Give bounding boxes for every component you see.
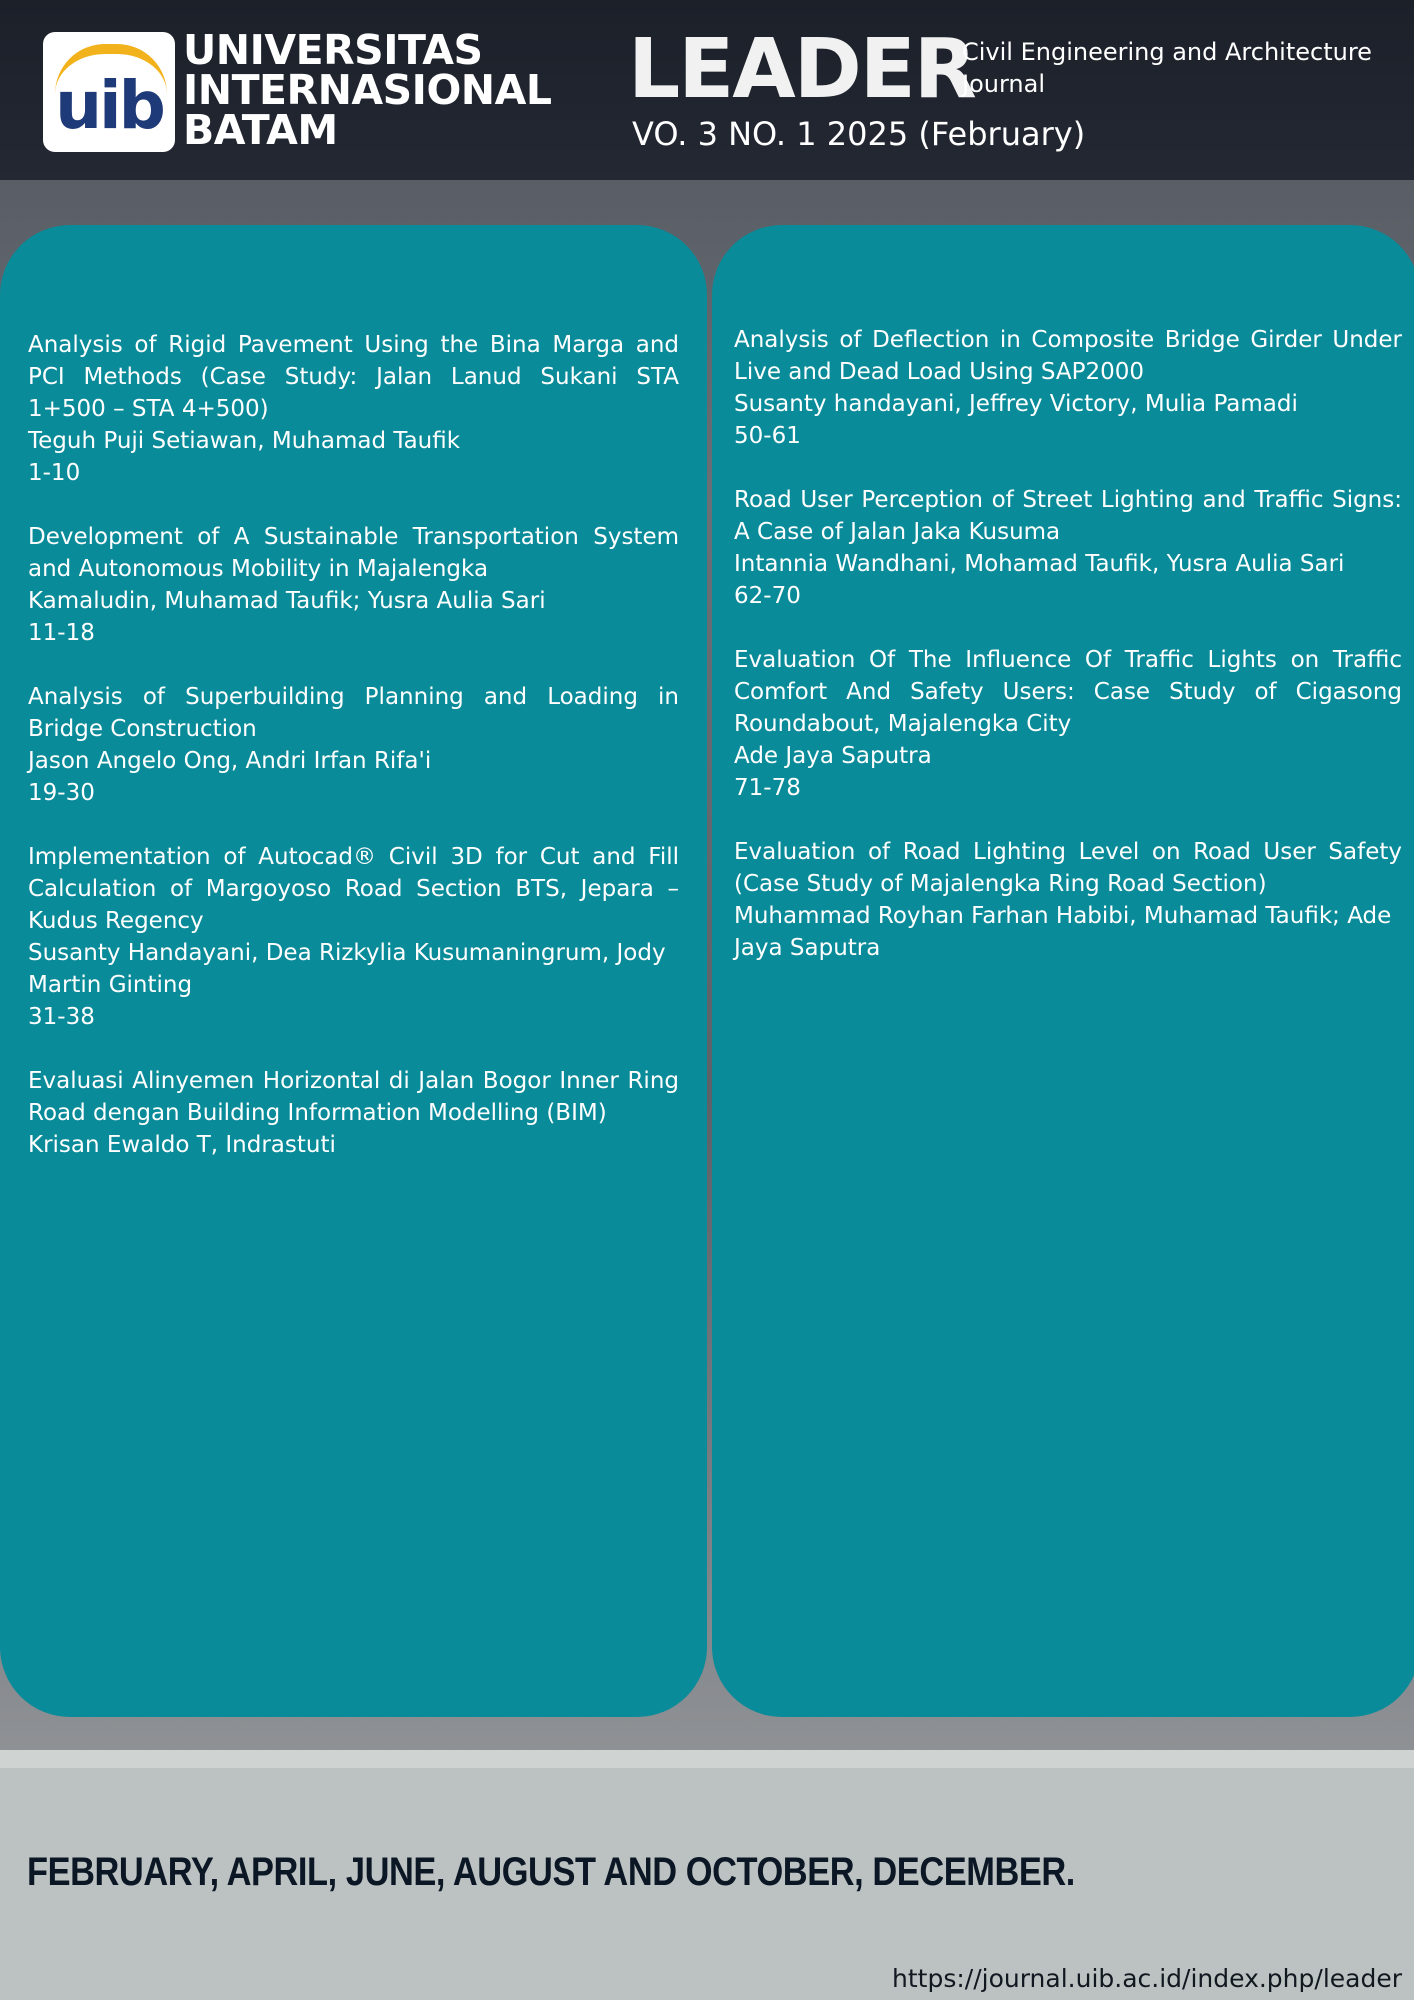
article-authors: Susanty handayani, Jeffrey Victory, Mulia Pamadi xyxy=(734,391,1298,417)
journal-name: LEADER xyxy=(628,22,975,117)
article-title: Analysis of Rigid Pavement Using the Bina Marga and PCI Methods (Case Study: Jalan Lanud Sukani STA 1+500 – STA 4+500) xyxy=(28,332,679,422)
article-entry xyxy=(28,329,679,489)
article-entry xyxy=(734,644,1402,804)
article-entry xyxy=(734,324,1402,452)
publication-schedule: FEBRUARY, APRIL, JUNE, AUGUST AND OCTOBER, DECEMBER. xyxy=(27,1850,1075,1894)
article-authors: Krisan Ewaldo T, Indrastuti xyxy=(28,1132,336,1158)
university-name xyxy=(183,26,563,154)
article-title: Evaluasi Alinyemen Horizontal di Jalan Bogor Inner Ring Road dengan Building Information Modelling (BIM) xyxy=(28,1068,679,1126)
article-authors: Susanty Handayani, Dea Rizkylia Kusumaningrum, Jody Martin Ginting xyxy=(28,940,666,998)
article-authors: Teguh Puji Setiawan, Muhamad Taufik xyxy=(28,428,461,454)
article-title: Road User Perception of Street Lighting and Traffic Signs: A Case of Jalan Jaka Kusuma xyxy=(734,487,1402,545)
article-title: Implementation of Autocad® Civil 3D for Cut and Fill Calculation of Margoyoso Road Section BTS, Jepara – Kudus Regency xyxy=(28,844,679,934)
article-authors: Ade Jaya Saputra xyxy=(734,743,932,769)
article-pages: 50-61 xyxy=(734,423,801,449)
article-pages: 1-10 xyxy=(28,460,81,486)
article-entry xyxy=(28,681,679,809)
volume-issue: VO. 3 NO. 1 2025 (February) xyxy=(632,115,1086,153)
article-title: Analysis of Deflection in Composite Bridge Girder Under Live and Dead Load Using SAP2000 xyxy=(734,327,1402,385)
article-authors: Intannia Wandhani, Mohamad Taufik, Yusra Aulia Sari xyxy=(734,551,1345,577)
article-title: Evaluation of Road Lighting Level on Road User Safety (Case Study of Majalengka Ring Road Section) xyxy=(734,839,1402,897)
article-title: Development of A Sustainable Transportation System and Autonomous Mobility in Majalengka xyxy=(28,524,679,582)
article-entry xyxy=(734,484,1402,612)
article-title: Analysis of Superbuilding Planning and Loading in Bridge Construction xyxy=(28,684,679,742)
footer xyxy=(0,1750,1414,2000)
article-entry xyxy=(28,1065,679,1161)
logo-text: uib xyxy=(55,67,163,144)
journal-subtitle: Civil Engineering and Architecture Journal xyxy=(962,38,1372,98)
article-entry xyxy=(28,841,679,1033)
journal-url-link[interactable]: https://journal.uib.ac.id/index.php/leader xyxy=(892,1964,1402,1993)
article-authors: Kamaludin, Muhamad Taufik; Yusra Aulia Sari xyxy=(28,588,546,614)
article-pages: 31-38 xyxy=(28,1004,95,1030)
university-logo xyxy=(43,32,175,152)
university-name-line-3: BATAM xyxy=(183,106,338,154)
left-article-panel xyxy=(0,225,707,1717)
right-article-panel xyxy=(712,225,1414,1717)
header xyxy=(0,0,1414,180)
article-entry xyxy=(734,836,1402,964)
article-pages: 19-30 xyxy=(28,780,95,806)
article-pages: 71-78 xyxy=(734,775,801,801)
article-entry xyxy=(28,521,679,649)
article-pages: 11-18 xyxy=(28,620,95,646)
article-pages: 62-70 xyxy=(734,583,801,609)
article-authors: Jason Angelo Ong, Andri Irfan Rifa'i xyxy=(28,748,432,774)
article-authors: Muhammad Royhan Farhan Habibi, Muhamad Taufik; Ade Jaya Saputra xyxy=(734,903,1392,961)
university-name-line-2: INTERNASIONAL xyxy=(183,66,552,114)
article-title: Evaluation Of The Influence Of Traffic Lights on Traffic Comfort And Safety Users: Case Study of Cigasong Roundabout, Majalengka City xyxy=(734,647,1402,737)
university-name-line-1: UNIVERSITAS xyxy=(183,26,483,74)
